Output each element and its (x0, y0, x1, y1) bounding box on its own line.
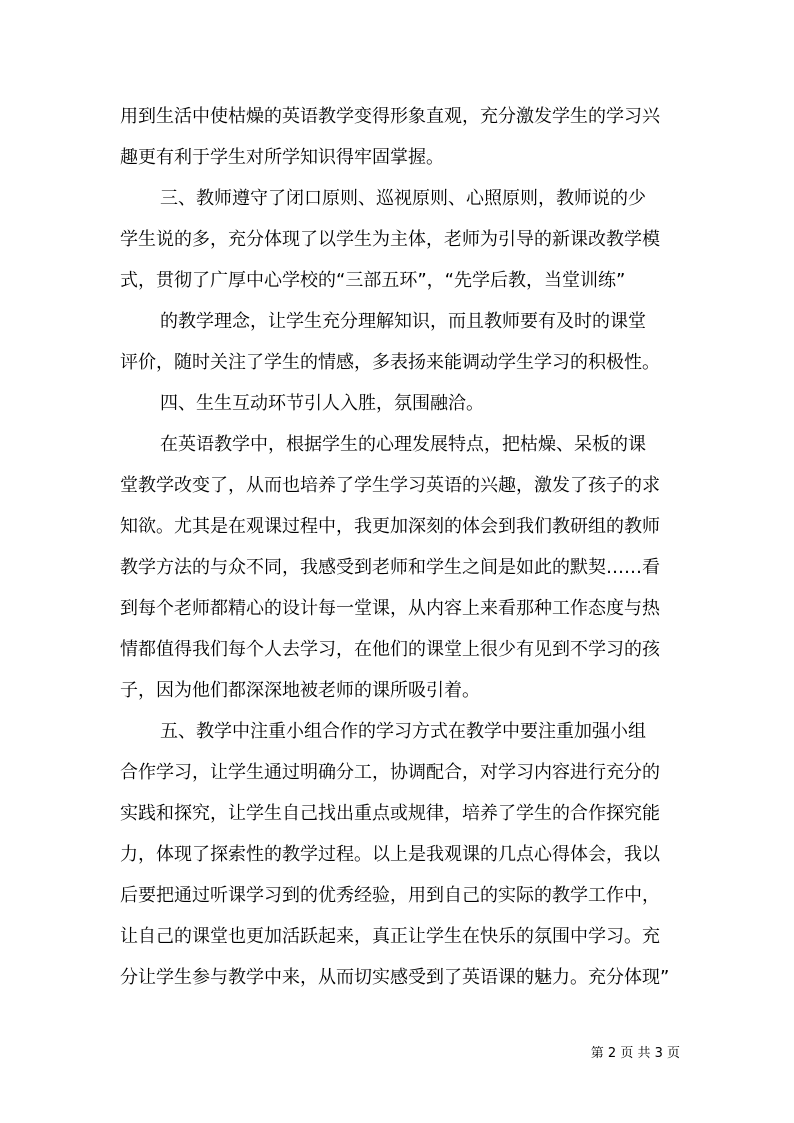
text-line: 学生说的多，充分体现了以学生为主体，老师为引导的新课改教学模 (120, 229, 660, 250)
text-line: 后要把通过听课学习到的优秀经验，用到自己的实际的教学工作中， (120, 885, 660, 906)
text-line: 用到生活中使枯燥的英语教学变得形象直观，充分激发学生的学习兴 (120, 106, 660, 127)
text-line: 到每个老师都精心的设计每一堂课，从内容上来看那种工作态度与热 (120, 598, 660, 619)
text-line: 评价，随时关注了学生的情感，多表扬来能调动学生学习的积极性。 (120, 352, 660, 373)
text-line: 知欲。尤其是在观课过程中，我更加深刻的体会到我们教研组的教师 (120, 516, 660, 537)
text-line: 趣更有利于学生对所学知识得牢固掌握。 (120, 147, 444, 168)
paragraph-start-line: 三、教师遵守了闭口原则、巡视原则、心照原则，教师说的少 (160, 188, 646, 209)
paragraph-start-line: 五、教学中注重小组合作的学习方式在教学中要注重加强小组 (160, 721, 646, 742)
text-line: 式，贯彻了广厚中心学校的“三部五环”，“先学后教，当堂训练” (120, 270, 626, 291)
text-line: 分让学生参与教学中来，从而切实感受到了英语课的魅力。充分体现” (120, 967, 670, 988)
text-line: 教学方法的与众不同，我感受到老师和学生之间是如此的默契……看 (120, 557, 660, 578)
text-line: 力，体现了探索性的教学过程。以上是我观课的几点心得体会，我以 (120, 844, 660, 865)
page-number: 第 2 页 共 3 页 (590, 1046, 680, 1061)
text-line: 合作学习，让学生通过明确分工，协调配合，对学习内容进行充分的 (120, 762, 660, 783)
paragraph-start-line: 在英语教学中，根据学生的心理发展特点，把枯燥、呆板的课 (160, 434, 646, 455)
text-line: 子，因为他们都深深地被老师的课所吸引着。 (120, 680, 480, 701)
paragraph-start-line: 四、生生互动环节引人入胜，氛围融洽。 (160, 393, 484, 414)
text-line: 的教学理念，让学生充分理解知识，而且教师要有及时的课堂 (160, 311, 646, 332)
text-line: 让自己的课堂也更加活跃起来，真正让学生在快乐的氛围中学习。充 (120, 926, 660, 947)
text-line: 实践和探究，让学生自己找出重点或规律，培养了学生的合作探究能 (120, 803, 660, 824)
text-line: 堂教学改变了，从而也培养了学生学习英语的兴趣，激发了孩子的求 (120, 475, 660, 496)
text-line: 情都值得我们每个人去学习，在他们的课堂上很少有见到不学习的孩 (120, 639, 660, 660)
